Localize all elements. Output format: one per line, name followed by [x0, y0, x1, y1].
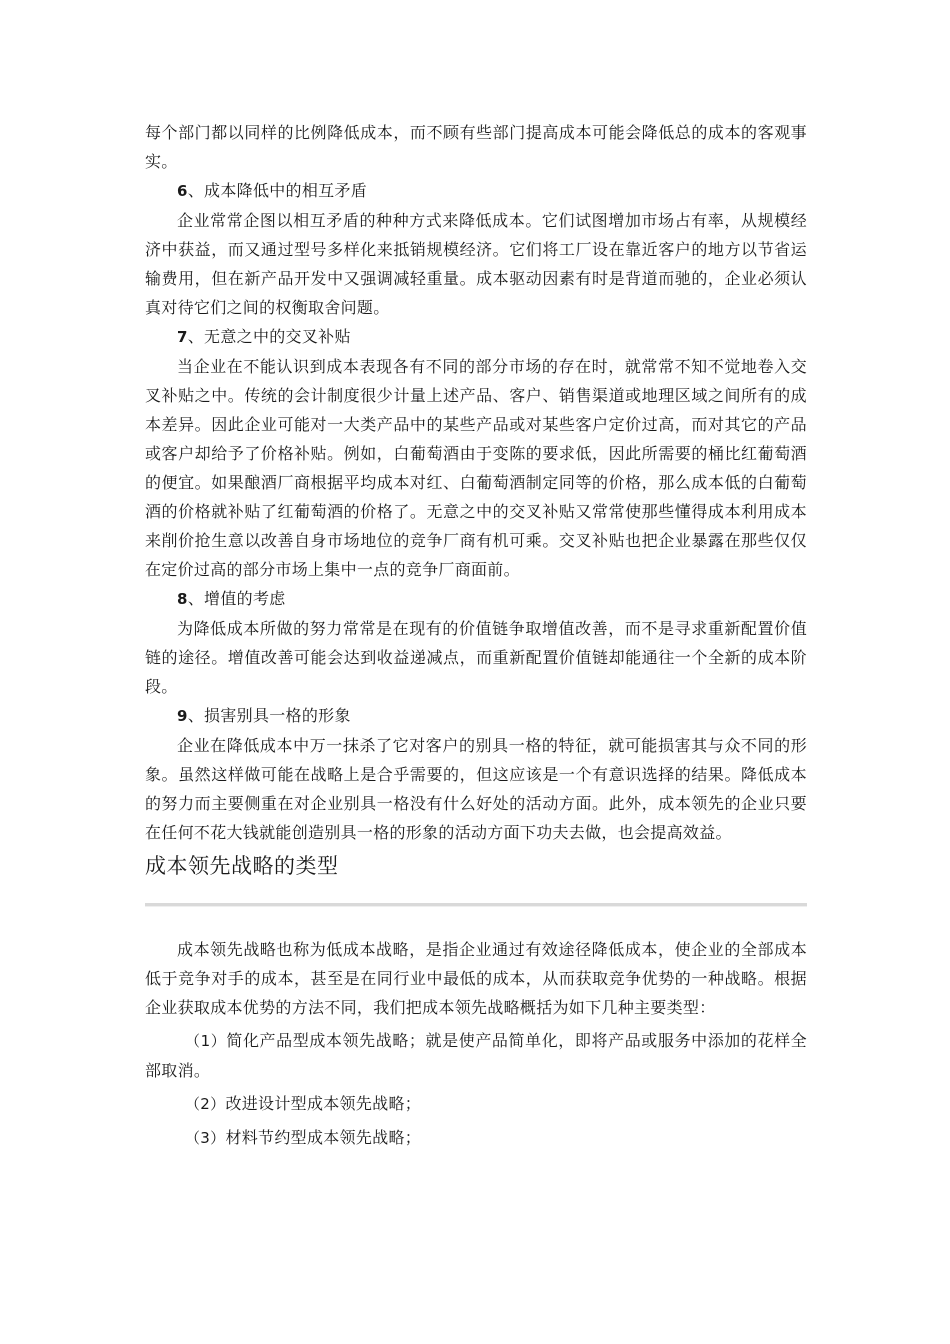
section-intro-paragraph: 成本领先战略也称为低成本战略，是指企业通过有效途径降低成本，使企业的全部成本低于竞争对手的成本，甚至是在同行业中最低的成本，从而获取竞争优势的一种战略。根据企业获取成本优势的方法不同，我们把成本领先战略概括为如下几种主要类型： [145, 940, 807, 1017]
document-page [145, 118, 807, 1153]
section-divider [145, 903, 807, 907]
list-text: 材料节约型成本领先战略； [225, 1128, 422, 1147]
list-number: （1） [185, 1032, 227, 1050]
heading-item-8 [145, 584, 807, 614]
heading-number: 9 [177, 707, 188, 725]
list-item-3 [145, 1123, 807, 1153]
list-number: （2） [185, 1095, 226, 1113]
paragraph-item-7: 当企业在不能认识到成本表现各有不同的部分市场的存在时，就常常不知不觉地卷入交叉补贴之中。传统的会计制度很少计量上述产品、客户、销售渠道或地理区域之间所有的成本差异。因此企业可能对一大类产品中的某些产品或对某些客户定价过高，而对其它的产品或客户却给予了价格补贴。例如，白葡萄酒由于变陈的要求低，因此所需要的桶比红葡萄酒的便宜。如果酿酒厂商根据平均成本对红、白葡萄酒制定同等的价格，那么成本低的白葡萄酒的价格就补贴了红葡萄酒的价格了。无意之中的交叉补贴又常常使那些懂得成本利用成本来削价抢生意以改善自身市场地位的竞争厂商有机可乘。交叉补贴也把企业暴露在那些仅仅在定价过高的部分市场上集中一点的竞争厂商面前。 [145, 357, 807, 579]
heading-item-6 [145, 176, 807, 206]
paragraph-item-6: 企业常常企图以相互矛盾的种种方式来降低成本。它们试图增加市场占有率，从规模经济中获益，而又通过型号多样化来抵销规模经济。它们将工厂设在靠近客户的地方以节省运输费用，但在新产品开发中又强调减轻重量。成本驱动因素有时是背道而驰的，企业必须认真对待它们之间的权衡取舍问题。 [145, 211, 807, 317]
list-text: 简化产品型成本领先战略；就是使产品简单化，即将产品或服务中添加的花样全部取消。 [145, 1031, 807, 1080]
heading-text: 、增值的考虑 [187, 589, 286, 608]
heading-number: 7 [177, 328, 188, 346]
paragraph-item-8: 为降低成本所做的努力常常是在现有的价值链争取增值改善，而不是寻求重新配置价值链的途径。增值改善可能会达到收益递减点，而重新配置价值链却能通往一个全新的成本阶段。 [145, 619, 807, 696]
heading-number: 6 [177, 182, 188, 200]
heading-text: 、无意之中的交叉补贴 [187, 327, 351, 346]
paragraph-continuation: 每个部门都以同样的比例降低成本，而不顾有些部门提高成本可能会降低总的成本的客观事实。 [145, 123, 807, 171]
section-body [145, 935, 807, 1153]
paragraph-item-9: 企业在降低成本中万一抹杀了它对客户的别具一格的特征，就可能损害其与众不同的形象。虽然这样做可能在战略上是合乎需要的，但这应该是一个有意识选择的结果。降低成本的努力而主要侧重在对企业别具一格没有什么好处的活动方面。此外，成本领先的企业只要在任何不花大钱就能创造别具一格的形象的活动方面下功夫去做，也会提高效益。 [145, 736, 807, 842]
heading-item-7 [145, 322, 807, 352]
list-item-2 [145, 1089, 807, 1119]
heading-number: 8 [177, 590, 188, 608]
list-text: 改进设计型成本领先战略； [225, 1094, 422, 1113]
section-title: 成本领先战略的类型 [145, 854, 339, 878]
heading-item-9 [145, 701, 807, 731]
heading-text: 、损害别具一格的形象 [187, 706, 351, 725]
list-item-1 [145, 1026, 807, 1085]
list-number: （3） [185, 1129, 226, 1147]
heading-text: 、成本降低中的相互矛盾 [187, 181, 368, 200]
